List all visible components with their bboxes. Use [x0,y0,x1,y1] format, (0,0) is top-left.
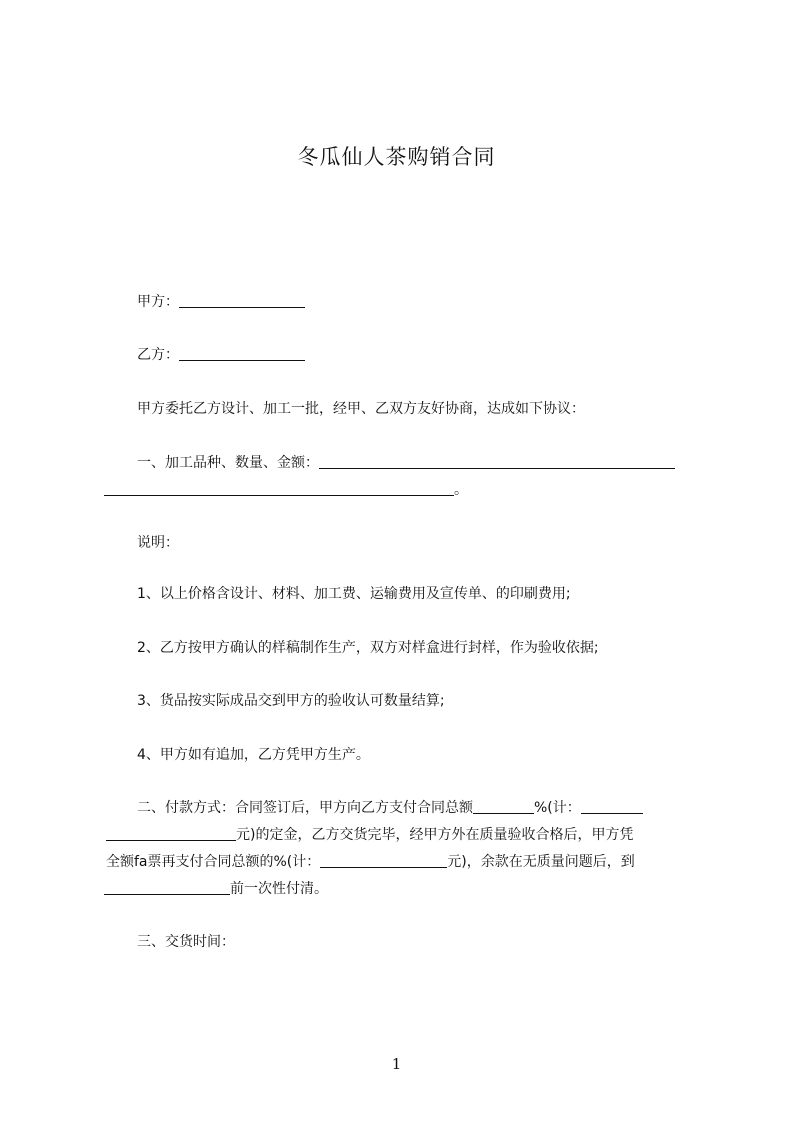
section2-text-3b: 元)，余款在无质量问题后，到 [447,854,635,870]
section2-line2 [106,825,633,845]
note-item: 2、乙方按甲方确认的样稿制作生产，双方对样盒进行封样，作为验收依据; [137,640,599,656]
note-item: 4、甲方如有追加，乙方凭甲方生产。 [137,747,370,763]
section2-amount-blank-3 [320,853,447,868]
section3-heading: 三、交货时间： [137,934,235,950]
section2-text-2: 元)的定金，乙方交货完毕，经甲方外在质量验收合格后，甲方凭 [236,827,634,843]
section2-percent-blank [473,799,534,814]
party-b-line [137,345,305,365]
section1-end: 。 [454,482,468,498]
section2-text-1: 二、付款方式：合同签订后，甲方向乙方支付合同总额 [137,800,473,816]
section2-text-3a: 全额fa票再支付合同总额的%(计： [106,854,321,870]
party-a-blank [179,293,305,308]
intro-paragraph: 甲方委托乙方设计、加工一批，经甲、乙双方友好协商，达成如下协议： [137,401,585,417]
section2-text-mid: %(计： [534,800,581,816]
section2-text-4: 前一次性付清。 [230,881,328,897]
section1-blank-2 [104,481,454,496]
note-item: 1、以上价格含设计、材料、加工费、运输费用及宣传单、的印刷费用; [137,586,571,602]
section2-amount-blank-2 [106,826,236,841]
section2-date-blank [104,880,230,895]
section1-line2 [104,480,468,500]
party-a-label: 甲方： [137,294,179,310]
party-b-blank [179,346,305,361]
document-title: 冬瓜仙人茶购销合同 [297,145,496,169]
note-item: 3、货品按实际成品交到甲方的验收认可数量结算; [137,693,445,709]
section1-blank-1 [319,454,675,469]
section2-amount-blank-1 [581,799,643,814]
section1-label: 一、加工品种、数量、金额： [137,455,319,471]
notes-heading: 说明： [137,535,179,551]
section2-line3 [106,852,635,872]
page-number: 1 [391,1055,402,1073]
section2-line1 [137,798,643,818]
section1-line1 [137,453,675,473]
party-a-line [137,292,305,312]
section2-line4 [104,879,328,899]
party-b-label: 乙方： [137,347,179,363]
